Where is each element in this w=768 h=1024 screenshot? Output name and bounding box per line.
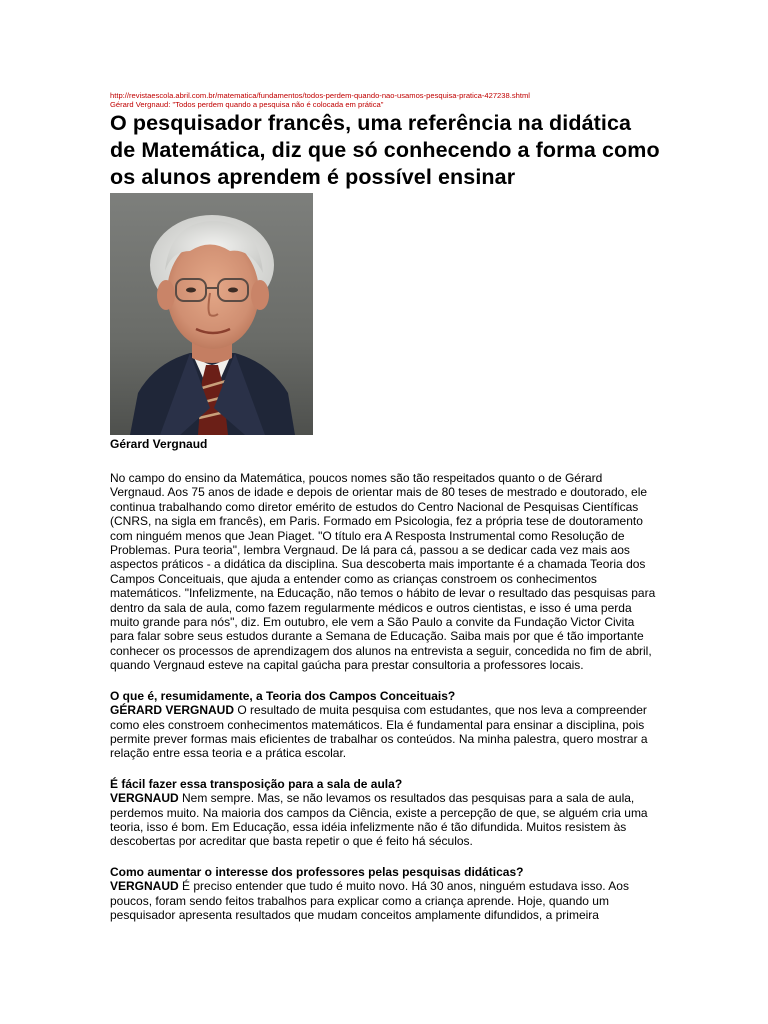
qa-answer-text: É preciso entender que tudo é muito novo. Há 30 anos, ninguém estudava isso. Aos poucos, foram sendo feitos trabalhos para explicar como a criança aprende. Hoje, quando um pesquisador apresenta resultados que mudam conceitos amplamente difundidos, a primeira	[110, 879, 629, 922]
qa-question: É fácil fazer essa transposição para a sala de aula?	[110, 776, 403, 791]
qa-speaker: VERGNAUD	[110, 879, 179, 894]
qa-answer-text: O resultado de muita pesquisa com estudantes, que nos leva a compreender como eles constroem conhecimentos matemáticos. Ela é fundamental para ensinar a disciplina, pois permite prever formas mais eficientes de trabalhar os conteúdos. Na minha palestra, quero mostrar a relação entre essa teoria e a prática escolar.	[110, 703, 648, 761]
qa-answer	[110, 879, 660, 922]
qa-answer	[110, 703, 660, 761]
qa-question: Como aumentar o interesse dos professores pelas pesquisas didáticas?	[110, 864, 524, 879]
qa-answer-text: Nem sempre. Mas, se não levamos os resultados das pesquisas para a sala de aula, perdemos muito. Na maioria dos campos da Ciência, existe a percepção de que, se alguém cria uma teoria, isso é bom. Em Educação, essa idéia infelizmente não é tão difundida. Muitos resistem às descobertas por acreditar que basta repetir o que é feito há séculos.	[110, 791, 648, 849]
qa-question: O que é, resumidamente, a Teoria dos Campos Conceituais?	[110, 688, 456, 703]
article	[110, 91, 660, 922]
photo-caption: Gérard Vergnaud	[110, 437, 208, 451]
qa-item	[110, 865, 660, 923]
qa-speaker: GÉRARD VERGNAUD	[110, 703, 235, 718]
source-url-link[interactable]: http://revistaescola.abril.com.br/matematica/fundamentos/todos-perdem-quando-nao-usamos-pesquisa-pratica-427238.shtml	[110, 91, 530, 100]
portrait-photo	[110, 193, 313, 435]
qa-speaker: VERGNAUD	[110, 791, 179, 806]
article-headline: O pesquisador francês, uma referência na didática de Matemática, diz que só conhecendo a forma como os alunos aprendem é possível ensinar	[110, 111, 660, 189]
intro-paragraph: No campo do ensino da Matemática, poucos nomes são tão respeitados quanto o de Gérard Vergnaud. Aos 75 anos de idade e depois de orientar mais de 80 teses de mestrado e doutorado, ele continua trabalhando como diretor emérito de estudos do Centro Nacional de Pesquisas Científicas (CNRS, na sigla em francês), em Paris. Formado em Psicologia, fez a própria tese de doutoramento com ninguém menos que Jean Piaget. "O título era A Resposta Instrumental como Resolução de Problemas. Pura teoria", lembra Vergnaud. De lá para cá, passou a se dedicar cada vez mais aos aspectos práticos - a didática da disciplina. Sua descoberta mais importante é a chamada Teoria dos Campos Conceituais, que ajuda a entender como as crianças constroem os conhecimentos matemáticos. "Infelizmente, na Educação, não temos o hábito de levar o resultado das pesquisas para dentro da sala de aula, como fazem regularmente médicos e outros cientistas, e isso é uma perda muito grande para nós", diz. Em outubro, ele vem a São Paulo a convite da Fundação Victor Civita para falar sobre seus estudos durante a Semana de Educação. Saiba mais por que é tão importante conhecer os processos de aprendizagem dos alunos na entrevista a seguir, concedida no fim de abril, quando Vergnaud esteve na capital gaúcha para prestar consultoria a professores locais.	[110, 471, 656, 673]
qa-answer	[110, 791, 660, 849]
source-quote: Gérard Vergnaud: "Todos perdem quando a pesquisa não é colocada em prática"	[110, 100, 384, 109]
qa-item	[110, 777, 660, 849]
qa-item	[110, 689, 660, 761]
